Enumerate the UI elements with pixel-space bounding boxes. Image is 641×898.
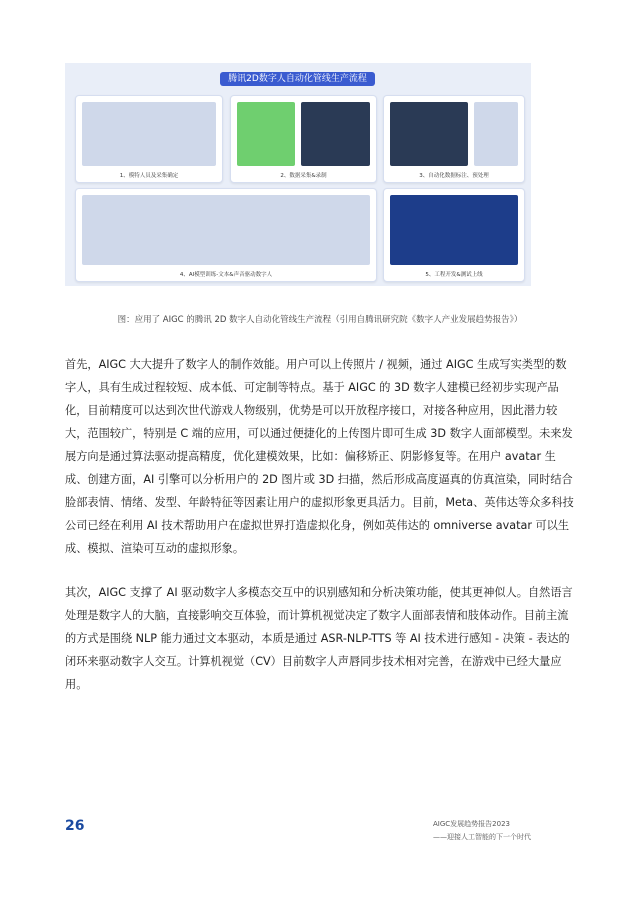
- panel-3: [383, 95, 525, 183]
- footer-report-title: AIGC发展趋势报告2023: [433, 820, 510, 828]
- panel-1: [75, 95, 223, 183]
- panel-2-image-b: [301, 102, 370, 166]
- panel-2-caption: 2、数据采集&录制: [280, 173, 327, 179]
- page-footer: [433, 818, 531, 844]
- figure-caption: 图：应用了 AIGC 的腾讯 2D 数字人自动化管线生产流程（引用自腾讯研究院《数字人产业发展趋势报告》）: [117, 315, 523, 325]
- panel-5-image: [390, 195, 518, 265]
- panel-1-image: [82, 102, 216, 166]
- page-number: 26: [65, 818, 85, 834]
- body-paragraph-1: 首先，AIGC 大大提升了数字人的制作效能。用户可以上传照片 / 视频，通过 AIGC 生成写实类型的数字人，具有生成过程较短、成本低、可定制等特点。基于 AIGC 的 3D 数字人建模已经初步实现产品化，目前精度可以达到次世代游戏人物级别，优势是可以开放程序接口，对接各种应用，因此潜力较大，范围较广，特别是 C 端的应用，可以通过便捷化的上传图片即可生成 3D 数字人面部模型。未来发展方向是通过算法驱动提高精度，优化建模效果，比如：偏移矫正、阴影修复等。在用户 avatar 生成、创建方面，AI 引擎可以分析用户的 2D 图片或 3D 扫描，然后形成高度逼真的仿真渲染，同时结合脸部表情、情绪、发型、年龄特征等因素让用户的虚拟形象更具活力。目前，Meta、英伟达等众多科技公司已经在利用 AI 技术帮助用户在虚拟世界打造虚拟化身，例如英伟达的 omniverse avatar 可以生成、模拟、渲染可互动的虚拟形象。: [65, 358, 574, 555]
- panel-1-caption: 1、模特人员及采集确定: [119, 173, 179, 179]
- panel-4: [75, 188, 377, 282]
- panel-3-image: [390, 102, 468, 166]
- panel-5-caption: 5、工程开发&测试上线: [425, 272, 483, 278]
- body-paragraph-2: 其次，AIGC 支撑了 AI 驱动数字人多模态交互中的识别感知和分析决策功能，使其更神似人。自然语言处理是数字人的大脑，直接影响交互体验，而计算机视觉决定了数字人面部表情和肢体动作。目前主流的方式是围绕 NLP 能力通过文本驱动，本质是通过 ASR-NLP-TTS 等 AI 技术进行感知 - 决策 - 表达的闭环来驱动数字人交互。计算机视觉（CV）目前数字人声唇同步技术相对完善，在游戏中已经大量应用。: [65, 586, 573, 691]
- panel-4-image: [82, 195, 370, 265]
- panel-3-caption: 3、自动化数据标注、预处理: [419, 173, 489, 179]
- panel-4-caption: 4、AI模型训练-文本&声音驱动数字人: [179, 272, 273, 278]
- panel-2-image: [237, 102, 295, 166]
- panel-5: [383, 188, 525, 282]
- footer-subtitle: ——迎接人工智能的下一个时代: [433, 833, 531, 841]
- panel-3-image-b: [474, 102, 518, 166]
- figure-title: 腾讯2D数字人自动化管线生产流程: [220, 72, 375, 86]
- workflow-figure: [65, 63, 531, 286]
- panel-2: [230, 95, 377, 183]
